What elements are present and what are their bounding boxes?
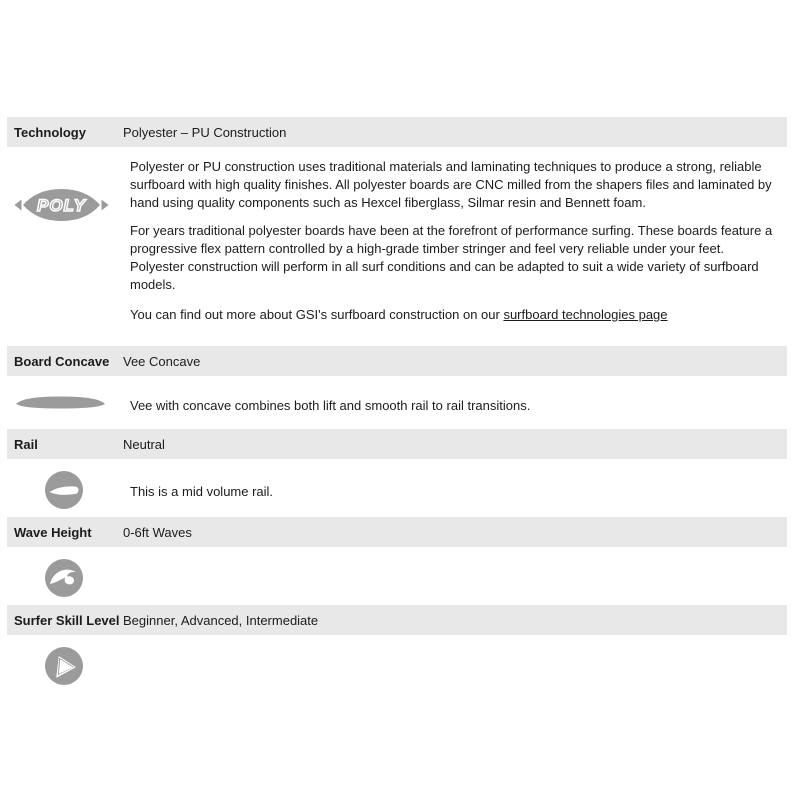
technology-paragraph: For years traditional polyester boards have been at the forefront of performance surfing. These boards feature a progressive flex pattern controlled by a high-grade timber stringer and feel very reliable under your feet. Polyester construction will perform in all surf conditions and can be adapted to suit a wide variety of surfboard models. bbox=[130, 223, 773, 292]
spec-label: Wave Height bbox=[14, 524, 92, 540]
icon-column bbox=[7, 547, 130, 605]
icon-column bbox=[7, 635, 130, 705]
spec-row-content-surfer-skill-level bbox=[7, 635, 787, 705]
spec-row-content-wave-height bbox=[7, 547, 787, 605]
rail-profile-icon bbox=[45, 471, 83, 509]
icon-column bbox=[7, 376, 130, 429]
spec-label: Technology bbox=[14, 124, 86, 140]
spec-label: Rail bbox=[14, 436, 38, 452]
spec-row-header-rail bbox=[7, 429, 787, 459]
spec-table bbox=[7, 117, 787, 705]
technology-link-line bbox=[130, 306, 779, 324]
spec-row-content-technology bbox=[7, 147, 787, 346]
spec-row-header-technology bbox=[7, 117, 787, 147]
spec-row-header-wave-height bbox=[7, 517, 787, 547]
surfboard-technologies-link[interactable]: surfboard technologies page bbox=[503, 307, 668, 322]
spec-value: Vee Concave bbox=[123, 353, 201, 369]
board-concave-icon bbox=[14, 395, 107, 410]
skill-level-arrow-icon bbox=[45, 647, 83, 687]
icon-column bbox=[7, 459, 130, 517]
spec-row-header-board-concave bbox=[7, 346, 787, 376]
icon-column bbox=[7, 158, 130, 324]
spec-value: Beginner, Advanced, Intermediate bbox=[123, 612, 319, 628]
wave-height-icon bbox=[45, 559, 83, 597]
spec-label: Board Concave bbox=[14, 353, 110, 369]
skill-level-description bbox=[130, 635, 787, 705]
technology-paragraph: Polyester or PU construction uses traditional materials and laminating techniques to produce a strong, reliable surfboard with high quality finishes. All polyester boards are CNC milled from the shapers files and laminated by hand using quality components such as Hexcel fiberglass, Silmar resin and Bennett foam. bbox=[130, 159, 772, 210]
spec-row-content-rail bbox=[7, 459, 787, 517]
svg-text:POLY: POLY bbox=[36, 196, 87, 215]
rail-description: This is a mid volume rail. bbox=[130, 484, 274, 499]
poly-technology-logo-icon bbox=[13, 186, 110, 224]
spec-label: Surfer Skill Level bbox=[14, 612, 120, 628]
spec-row-content-board-concave bbox=[7, 376, 787, 429]
spec-value: 0-6ft Waves bbox=[123, 524, 192, 540]
spec-value: Neutral bbox=[123, 436, 165, 452]
technology-description bbox=[130, 158, 787, 324]
spec-row-header-surfer-skill-level bbox=[7, 605, 787, 635]
technology-link-prefix: You can find out more about GSI's surfboard construction on our bbox=[130, 307, 504, 322]
spec-value: Polyester – PU Construction bbox=[123, 124, 287, 140]
wave-height-description bbox=[130, 547, 787, 605]
board-concave-description: Vee with concave combines both lift and smooth rail to rail transitions. bbox=[130, 398, 531, 413]
